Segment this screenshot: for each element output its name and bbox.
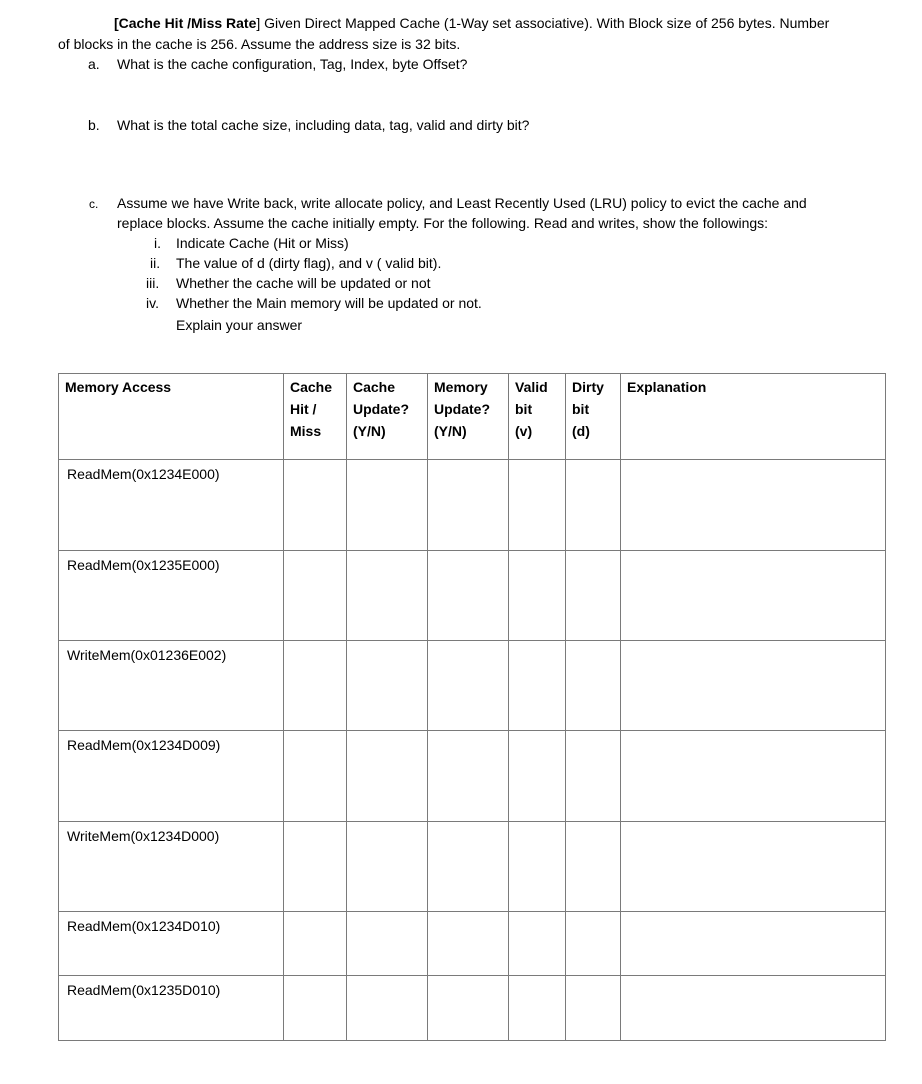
explanation-cell[interactable] bbox=[621, 976, 886, 1041]
memory-access-cell: ReadMem(0x1234D009) bbox=[59, 731, 284, 822]
table-row bbox=[59, 551, 886, 641]
answer-table bbox=[58, 373, 886, 1041]
table-row bbox=[59, 460, 886, 551]
explain-instruction: Explain your answer bbox=[176, 317, 303, 333]
valid-bit-cell[interactable] bbox=[509, 460, 566, 551]
header-valid-bit: Valid bit (v) bbox=[509, 374, 566, 460]
cache-update-cell[interactable] bbox=[347, 460, 428, 551]
explanation-cell[interactable] bbox=[621, 641, 886, 731]
question-b-text: What is the total cache size, including data, tag, valid and dirty bit? bbox=[117, 117, 530, 133]
explanation-cell[interactable] bbox=[621, 822, 886, 912]
valid-bit-cell[interactable] bbox=[509, 976, 566, 1041]
subitem-ii-marker: ii. bbox=[150, 255, 161, 271]
memory-update-cell[interactable] bbox=[428, 641, 509, 731]
subitem-iv-marker: iv. bbox=[146, 295, 159, 311]
header-memory-update: Memory Update? (Y/N) bbox=[428, 374, 509, 460]
valid-bit-cell[interactable] bbox=[509, 912, 566, 976]
header-dirty-bit: Dirty bit (d) bbox=[566, 374, 621, 460]
intro-line-1 bbox=[114, 13, 829, 33]
memory-access-cell: WriteMem(0x01236E002) bbox=[59, 641, 284, 731]
memory-update-cell[interactable] bbox=[428, 551, 509, 641]
valid-bit-cell[interactable] bbox=[509, 641, 566, 731]
table-row bbox=[59, 976, 886, 1041]
memory-update-cell[interactable] bbox=[428, 976, 509, 1041]
intro-title-bold: [Cache Hit /Miss Rate bbox=[114, 15, 257, 31]
hit-miss-cell[interactable] bbox=[284, 976, 347, 1041]
header-explanation: Explanation bbox=[621, 374, 886, 460]
question-b-marker: b. bbox=[88, 117, 100, 133]
cache-update-cell[interactable] bbox=[347, 822, 428, 912]
dirty-bit-cell[interactable] bbox=[566, 822, 621, 912]
memory-update-cell[interactable] bbox=[428, 460, 509, 551]
subitem-iii-marker: iii. bbox=[146, 275, 160, 291]
cache-update-cell[interactable] bbox=[347, 641, 428, 731]
cache-update-cell[interactable] bbox=[347, 731, 428, 822]
memory-update-cell[interactable] bbox=[428, 912, 509, 976]
subitem-iii-text: Whether the cache will be updated or not bbox=[176, 275, 431, 291]
subitem-i-marker: i. bbox=[154, 235, 161, 251]
question-a-text: What is the cache configuration, Tag, Index, byte Offset? bbox=[117, 56, 468, 72]
hit-miss-cell[interactable] bbox=[284, 551, 347, 641]
dirty-bit-cell[interactable] bbox=[566, 976, 621, 1041]
question-c-marker: c. bbox=[89, 197, 99, 211]
explanation-cell[interactable] bbox=[621, 912, 886, 976]
dirty-bit-cell[interactable] bbox=[566, 641, 621, 731]
intro-line-2: of blocks in the cache is 256. Assume the address size is 32 bits. bbox=[58, 36, 461, 52]
question-c-line-2: replace blocks. Assume the cache initially empty. For the following. Read and writes, show the followings: bbox=[117, 215, 769, 231]
table-row bbox=[59, 731, 886, 822]
subitem-ii-text: The value of d (dirty flag), and v ( valid bit). bbox=[176, 255, 442, 271]
valid-bit-cell[interactable] bbox=[509, 551, 566, 641]
header-cache-update: Cache Update? (Y/N) bbox=[347, 374, 428, 460]
memory-access-cell: WriteMem(0x1234D000) bbox=[59, 822, 284, 912]
explanation-cell[interactable] bbox=[621, 551, 886, 641]
memory-update-cell[interactable] bbox=[428, 822, 509, 912]
hit-miss-cell[interactable] bbox=[284, 460, 347, 551]
table-row bbox=[59, 912, 886, 976]
intro-title-rest: ] Given Direct Mapped Cache (1-Way set associative). With Block size of 256 bytes. Number bbox=[256, 15, 830, 31]
memory-access-cell: ReadMem(0x1235E000) bbox=[59, 551, 284, 641]
cache-update-cell[interactable] bbox=[347, 976, 428, 1041]
header-row bbox=[59, 374, 886, 460]
table-row bbox=[59, 822, 886, 912]
header-memory-access: Memory Access bbox=[59, 374, 284, 460]
memory-update-cell[interactable] bbox=[428, 731, 509, 822]
dirty-bit-cell[interactable] bbox=[566, 912, 621, 976]
dirty-bit-cell[interactable] bbox=[566, 460, 621, 551]
question-c-line-1: Assume we have Write back, write allocate policy, and Least Recently Used (LRU) policy to evict the cache and bbox=[117, 195, 807, 211]
cache-update-cell[interactable] bbox=[347, 551, 428, 641]
cache-update-cell[interactable] bbox=[347, 912, 428, 976]
subitem-iv-text: Whether the Main memory will be updated or not. bbox=[176, 295, 482, 311]
dirty-bit-cell[interactable] bbox=[566, 731, 621, 822]
dirty-bit-cell[interactable] bbox=[566, 551, 621, 641]
hit-miss-cell[interactable] bbox=[284, 641, 347, 731]
subitem-i-text: Indicate Cache (Hit or Miss) bbox=[176, 235, 349, 251]
hit-miss-cell[interactable] bbox=[284, 731, 347, 822]
header-cache-hit-miss: Cache Hit / Miss bbox=[284, 374, 347, 460]
valid-bit-cell[interactable] bbox=[509, 822, 566, 912]
question-a-marker: a. bbox=[88, 56, 100, 72]
memory-access-cell: ReadMem(0x1234E000) bbox=[59, 460, 284, 551]
explanation-cell[interactable] bbox=[621, 731, 886, 822]
memory-access-cell: ReadMem(0x1234D010) bbox=[59, 912, 284, 976]
hit-miss-cell[interactable] bbox=[284, 912, 347, 976]
valid-bit-cell[interactable] bbox=[509, 731, 566, 822]
hit-miss-cell[interactable] bbox=[284, 822, 347, 912]
memory-access-cell: ReadMem(0x1235D010) bbox=[59, 976, 284, 1041]
table-row bbox=[59, 641, 886, 731]
explanation-cell[interactable] bbox=[621, 460, 886, 551]
